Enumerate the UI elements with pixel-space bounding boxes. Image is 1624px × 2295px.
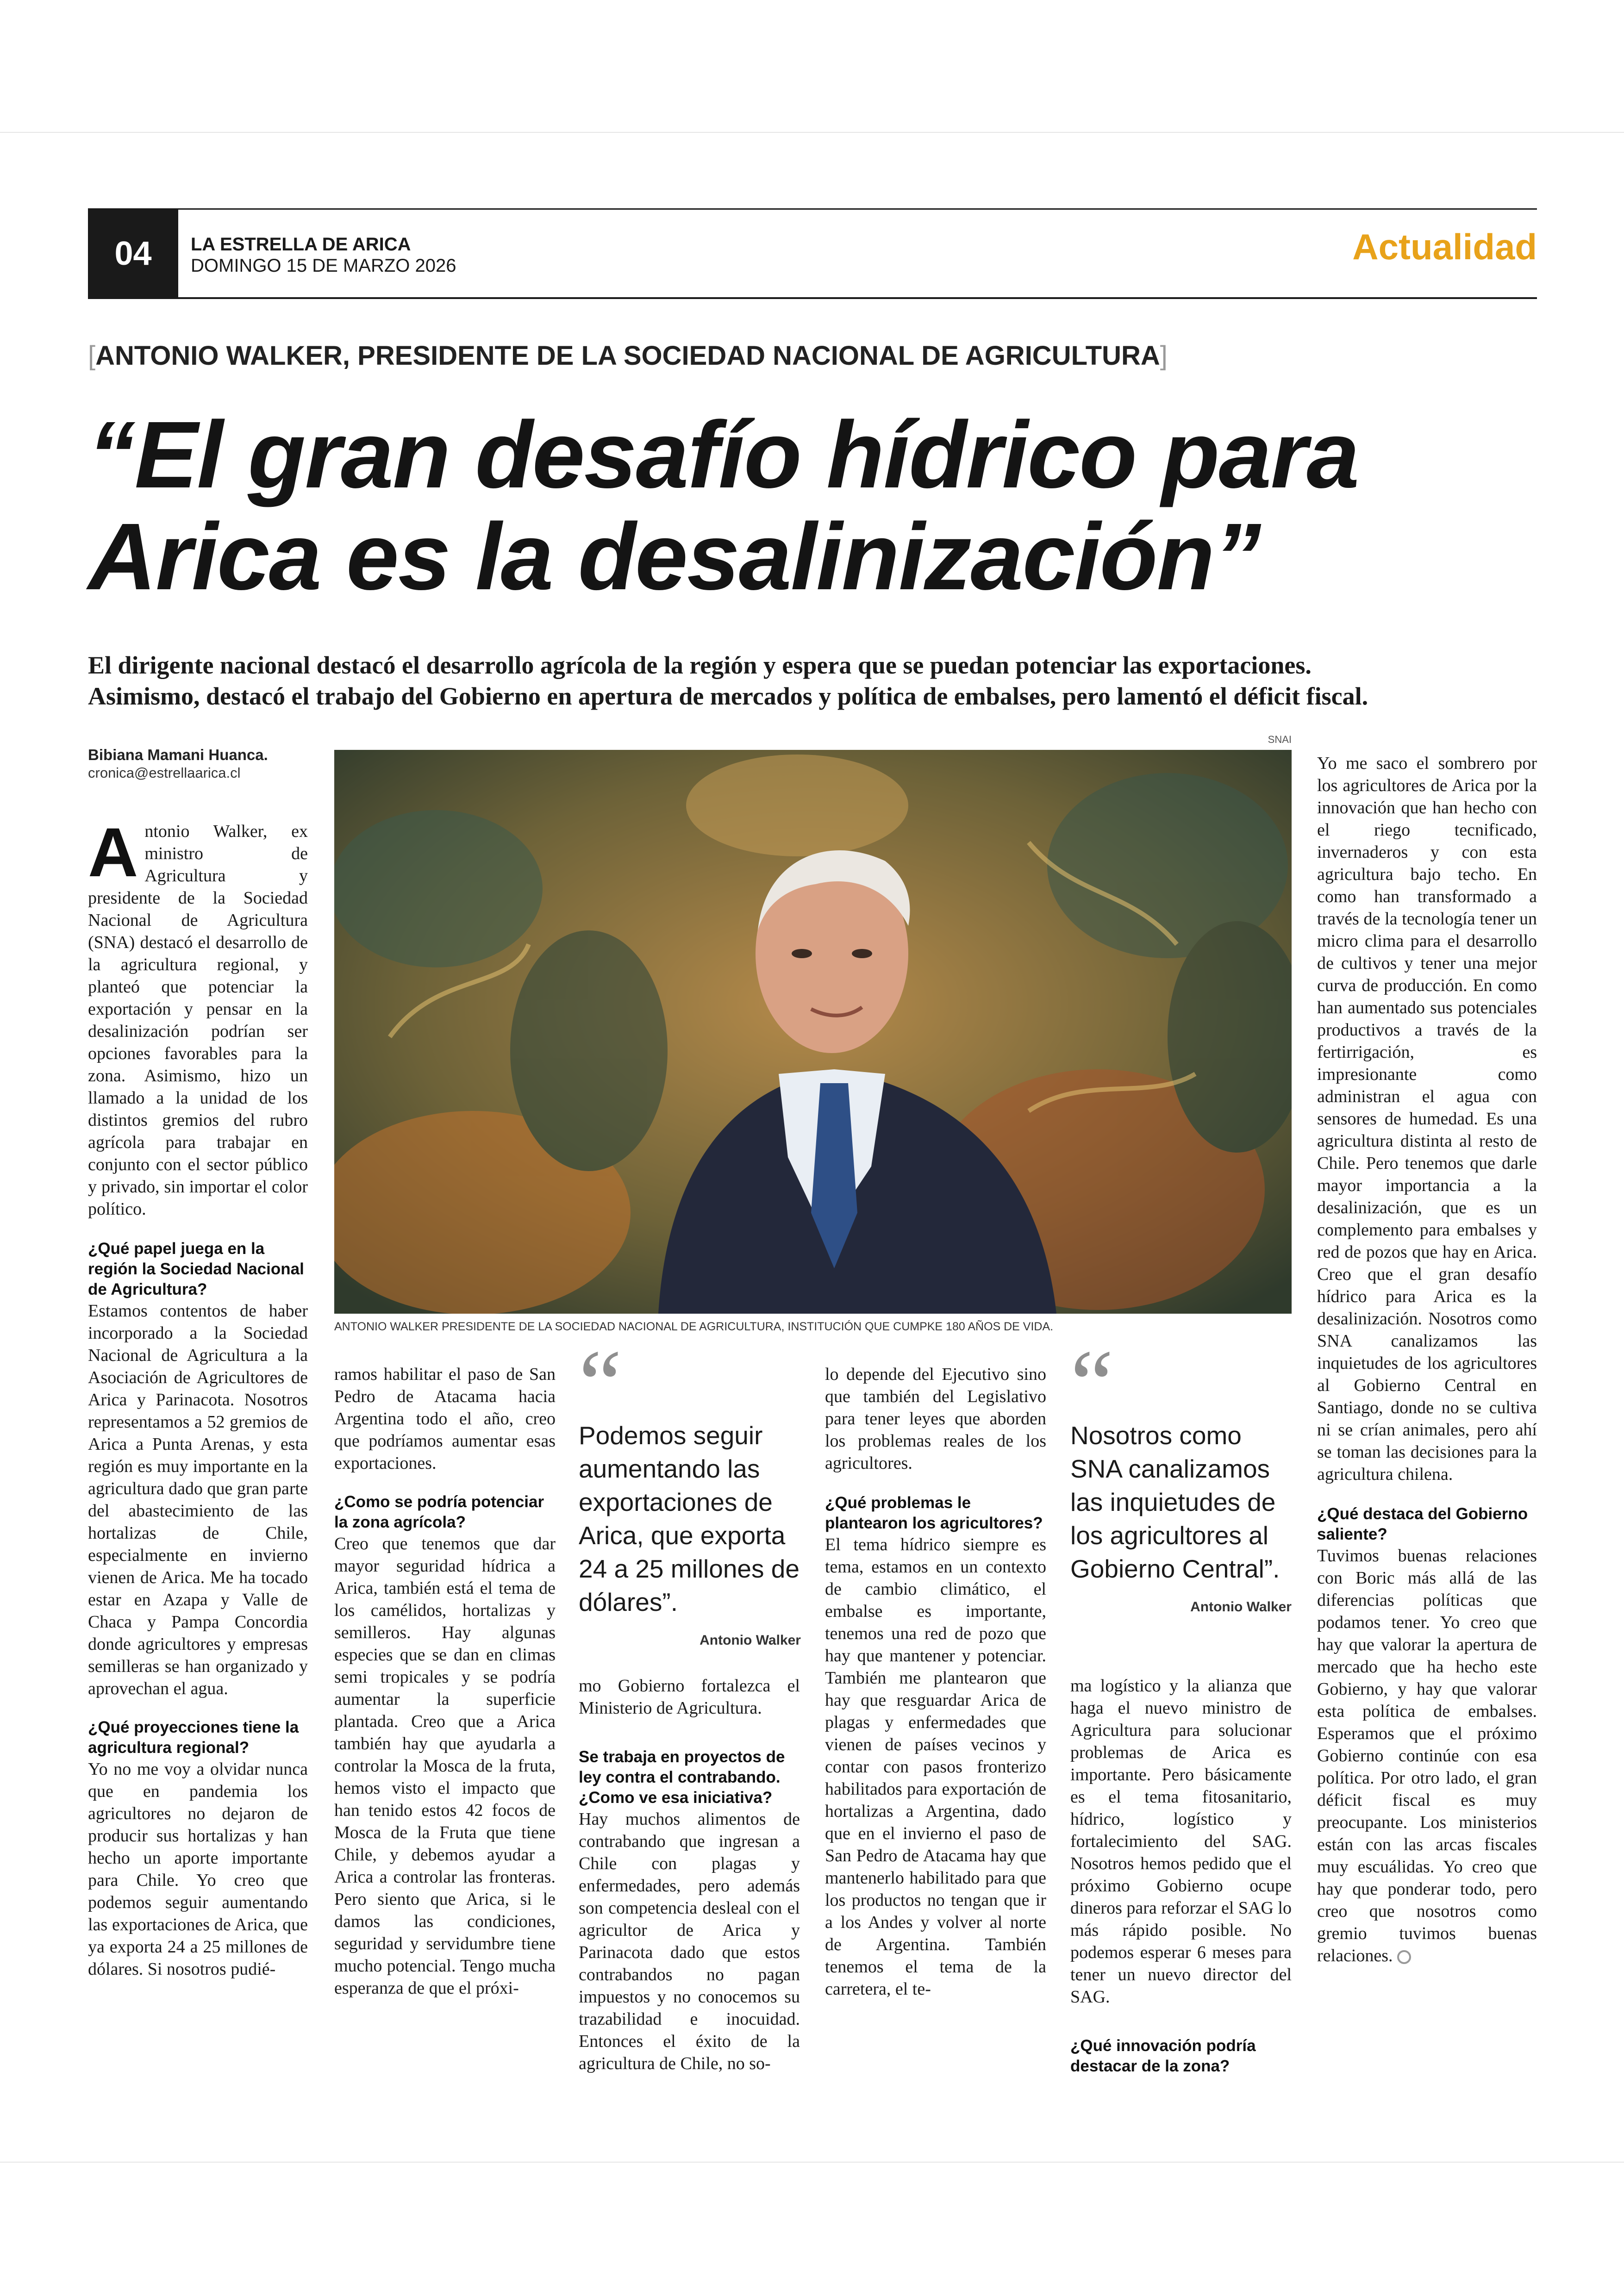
question-2: ¿Qué proyecciones tiene la agricultura regional? [88,1718,299,1757]
quote-mark-icon: “ [579,1330,622,1438]
question-1: ¿Qué papel juega en la región la Sociedad Nacional de Agricultura? [88,1240,304,1298]
kicker-text: ANTONIO WALKER, PRESIDENTE DE LA SOCIEDAD NACIONAL DE AGRICULTURA [95,341,1160,371]
kicker [88,340,1168,371]
header-top-rule [88,208,1537,210]
answer-3-continued: mo Gobierno fortalezca el Ministerio de Agricultura. [579,1676,800,1718]
quote-mark-icon: “ [1070,1330,1114,1438]
column-4 [825,1363,1046,2000]
intro-paragraph [88,813,308,1220]
drop-cap: A [88,813,138,891]
pull-quote-1-text: Podemos seguir aumentando las exportaciones de Arica, que exporta 24 a 25 millones de dólares”. [579,1421,800,1616]
page-top-rule [0,132,1624,133]
photo-caption: ANTONIO WALKER PRESIDENTE DE LA SOCIEDAD NACIONAL DE AGRICULTURA, INSTITUCIÓN QUE CUMPKE 180 AÑOS DE VIDA. [334,1320,1054,1333]
column-2 [334,1363,556,1999]
answer-2: Yo no me voy a olvidar nunca que en pandemia los agricultores no dejaron de producir sus hortalizas y han hecho un aporte importante para Chile. Yo creo que podemos seguir aumentando las exportaciones de Arica, que ya exporta 24 a 25 millones de dólares. Si nosotros pudié- [88,1759,308,1979]
answer-3: Creo que tenemos que dar mayor seguridad hídrica a Arica, también está el tema de los camélidos, hortalizas y semilleros. Hay algunas especies que se dan en climas semi tropicales y se podría aumentar la superficie plantada. Creo que a Arica también hay que ayudarla a controlar la Mosca de la fruta, hemos visto el impacto que han tenido estos 42 focos de Mosca de la Fruta que tiene Chile, y debemos ayudar a Arica a controlar las fronteras. Pero siento que Arica, si le damos las condiciones, seguridad y servidumbre tiene mucho potencial. Tengo mucha esperanza de que el próxi- [334,1534,556,1998]
column-1 [88,813,308,1980]
answer-1-continued: ramos habilitar el paso de San Pedro de Atacama hacia Argentina todo el año, creo que podríamos aumentar esas exportaciones. [334,1365,556,1473]
question-3: ¿Como se podría potenciar la zona agrícola? [334,1493,544,1531]
page-bottom-rule [0,2162,1624,2163]
question-4: Se trabaja en proyectos de ley contra el contrabando. ¿Como ve esa iniciativa? [579,1748,785,1807]
answer-5-continued: ma logístico y la alianza que haga el nuevo ministro de Agricultura para solucionar problemas de Arica es importante. Pero básicamente es el tema fitosanitario, hídrico, logístico y fortalecimiento del SAG. Nosotros hemos pedido que el próximo Gobierno ocupe dineros para reforzar el SAG lo más rápido posible. No podemos esperar 6 meses para tener un nuevo director del SAG. [1070,1676,1292,2007]
article-photo [334,750,1292,1314]
deck-line-2: Asimismo, destacó el trabajo del Gobierno en apertura de mercados y política de embalses, pero lamentó el déficit fiscal. [88,682,1368,710]
byline-email: cronica@estrellaarica.cl [88,765,241,781]
intro-text: ntonio Walker, ex ministro de Agricultura y presidente de la Sociedad Nacional de Agricultura (SNA) destacó el desarrollo de la agricultura regional, y planteó que potenciar la exportación y pensar en la desalinización podrían ser opciones favorables para la zona. Asimismo, hizo un llamado a la unidad de los distintos gremios del rubro agrícola para trabajar en conjunto con el sector público y privado, sin importar el color político. [88,822,308,1219]
pull-quote-2-attribution: Antonio Walker [1190,1599,1292,1615]
answer-7 [1317,1545,1537,1967]
pull-quote-1-attribution: Antonio Walker [700,1633,801,1648]
issue-date: DOMINGO 15 DE MARZO 2026 [191,256,456,276]
answer-6: Yo me saco el sombrero por los agricultores de Arica por la innovación que han hecho con el riego tecnificado, invernaderos y con esta agricultura bajo techo. En como han transformado a través de la tecnología tener un micro clima para el desarrollo de cultivos y tener una mejor curva de producción. En como han aumentado sus potenciales productivos a través de la fertirrigación, es impresionante como administran el agua con sensores de humedad. Es una agricultura distinta al resto de Chile. Pero tenemos que darle mayor importancia a la desalinización, que es un complemento para embalses y red de pozos que hay en Arica. Creo que el gran desafío hídrico para Arica es la desalinización. Nosotros como SNA canalizamos las inquietudes de los agricultores al Gobierno Central en Santiago, donde no se cultiva ni se crían animales, pero ahí se toman las decisiones para la agricultura chilena. [1317,754,1537,1484]
column-3 [579,1675,800,2075]
answer-4: Hay muchos alimentos de contrabando que ingresan a Chile con plagas y enfermedades, pero además son competencia desleal con el agricultor de Arica y Parinacota dado que estos contrabandos no pagan impuestos y no conocemos su trazabilidad e inocuidad. Entonces el éxito de la agricultura de Chile, no so- [579,1809,800,2073]
section-label: Actualidad [1352,226,1537,267]
pull-quote-2 [1070,1330,1292,1615]
end-mark-icon [1397,1950,1411,1964]
paper-name: LA ESTRELLA DE ARICA [191,234,411,255]
portrait-illustration [334,750,1292,1314]
question-7: ¿Qué destaca del Gobierno saliente? [1317,1505,1528,1543]
kicker-bracket-right: ] [1160,341,1168,371]
photo-credit: SNAI [1268,734,1292,745]
answer-7-text: Tuvimos buenas relaciones con Boric más allá de las diferencias políticas que podamos tener. Yo creo que hay que valorar la apertura de mercado que ha hecho este Gobierno, y hay que valorar esta política de embalses. Esperamos que el próximo Gobierno continúe con esa política. Por otro lado, el gran déficit fiscal es muy preocupante. Los ministerios están con las arcas fiscales muy escuálidas. Yo creo que hay que ponderar todo, pero creo que nosotros como gremio tuvimos buenas relaciones. [1317,1546,1537,1965]
page-number: 04 [88,208,178,299]
answer-5: El tema hídrico siempre es tema, estamos en un contexto de cambio climático, el embalse es importante, tenemos una red de pozo que hay que mantener y potenciar. También me plantearon que hay que resguardar Arica de plagas y enfermedades que vienen de países vecinos y contar con pasos fronterizo habilitados para exportación de hortalizas a Argentina, dado que en el invierno el paso de San Pedro de Atacama hay que mantenerlo habilitado para que los productos no tengan que ir a los Andes y volver al norte de Argentina. También tenemos el tema de la carretera, el te- [825,1535,1046,1999]
headline-line-1: “El gran desafío hídrico para [88,402,1359,508]
column-5 [1070,1675,1292,2077]
pull-quote-1 [579,1330,801,1648]
byline-name: Bibiana Mamani Huanca. [88,746,268,763]
answer-4-continued: lo depende del Ejecutivo sino que también del Legislativo para tener leyes que aborden los problemas reales de los agricultores. [825,1365,1046,1473]
question-5: ¿Qué problemas le plantearon los agricultores? [825,1494,1043,1532]
kicker-bracket-left: [ [88,341,96,371]
answer-1: Estamos contentos de haber incorporado a la Sociedad Nacional de Agricultura a la Asociación de Agricultores de Arica y Parinacota. Nosotros representamos a 52 gremios de Arica a Punta Arenas, y esta región es muy importante en la agricultura dado que gran parte del abastecimiento de las hortalizas de Chile, especialmente en invierno vienen de Arica. Me ha tocado estar en Azapa y Valle de Chaca y Pampa Concordia donde agricultores y empresas semilleras se han organizado y aprovechan el agua. [88,1301,308,1698]
headline-line-2: Arica es la desalinización” [88,504,1261,610]
question-6: ¿Qué innovación podría destacar de la zona? [1070,2037,1256,2075]
column-6 [1317,752,1537,1967]
deck-line-1: El dirigente nacional destacó el desarrollo agrícola de la región y espera que se puedan potenciar las exportaciones. [88,651,1312,679]
header-bottom-rule [88,297,1537,299]
pull-quote-2-text: Nosotros como SNA canalizamos las inquietudes de los agricultores al Gobierno Central”. [1070,1421,1280,1583]
